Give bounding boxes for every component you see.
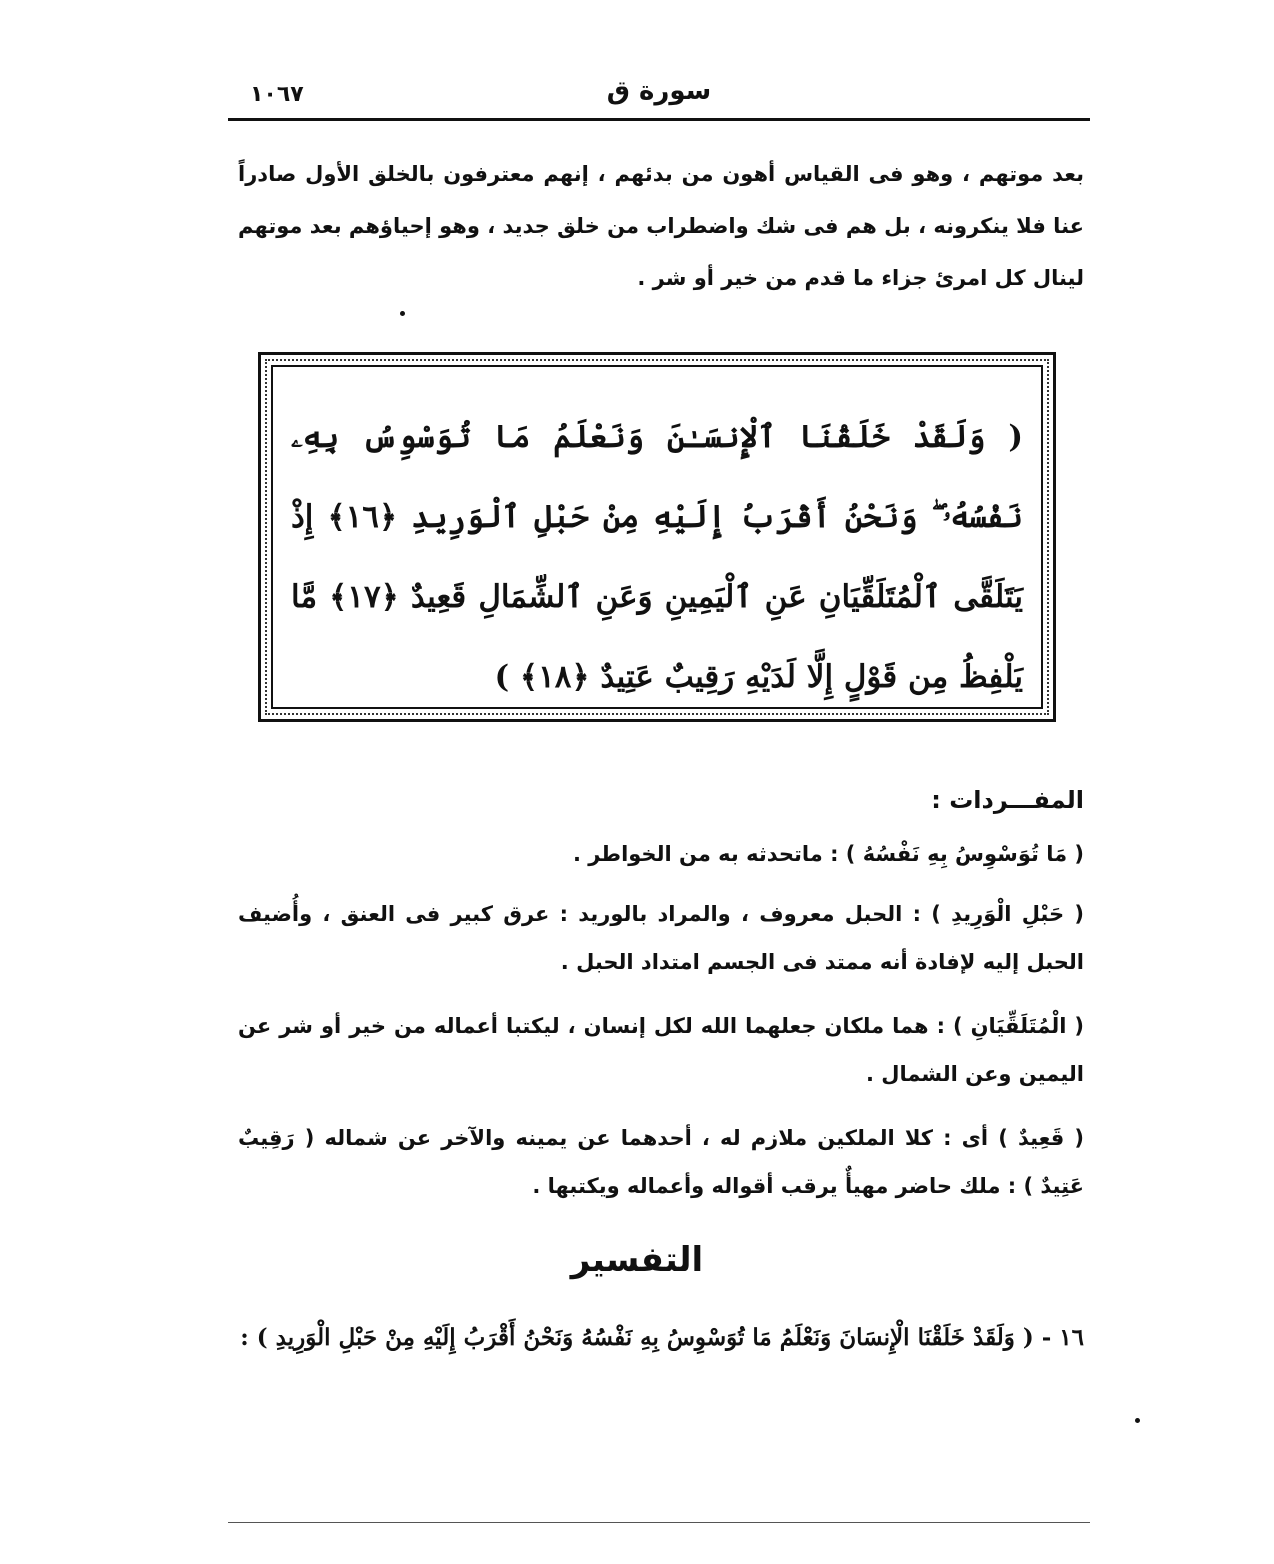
verse-box bbox=[258, 352, 1056, 722]
intro-paragraph: بعد موتهم ، وهو فى القياس أهون من بدئهم ، إنهم معترفون بالخلق الأول صادراً عنا فلا ينكرونه ، بل هم فى شك واضطراب من خلق جديد ، وهو إحياؤهم بعد موتهم لينال كل امرئ جزاء ما قدم من خير أو شر . bbox=[238, 162, 1084, 290]
vocabulary-item: ( قَعِيدٌ ) أى : كلا الملكين ملازم له ، أحدهما عن يمينه والآخر عن شماله ( رَقِيبٌ عَتِيدٌ ) : ملك حاضر مهيأٌ يرقب أقواله وأعماله ويكتبها . bbox=[238, 1126, 1084, 1198]
footer-divider bbox=[228, 1522, 1090, 1523]
page-header bbox=[228, 70, 1090, 120]
vocabulary-list bbox=[238, 830, 1084, 1226]
print-speck bbox=[1135, 1418, 1140, 1423]
vocabulary-item: ( حَبْلِ الْوَرِيدِ ) : الحبل معروف ، والمراد بالوريد : عرق كبير فى العنق ، وأُضيف الحبل إليه لإفادة أنه ممتد فى الجسم امتداد الحبل . bbox=[238, 902, 1084, 974]
vocabulary-item: ( مَا تُوَسْوِسُ بِهِ نَفْسُهُ ) : ماتحدثه به من الخواطر . bbox=[572, 842, 1084, 866]
vocabulary-heading: المفـــردات : bbox=[931, 786, 1084, 814]
tafsir-paragraph: ١٦ - ( وَلَقَدْ خَلَقْنَا الْإِنسَانَ وَنَعْلَمُ مَا تُوَسْوِسُ بِهِ نَفْسُهُ وَنَحْنُ أَقْرَبُ إِلَيْهِ مِنْ حَبْلِ الْوَرِيدِ ) : bbox=[240, 1324, 1084, 1351]
verse-text: ( وَلَقَدْ خَلَقْنَا ٱلْإِنسَـٰنَ وَنَعْلَمُ مَا تُوَسْوِسُ بِهِۦ نَفْسُهُۥ ۖ وَنَحْنُ أَقْرَبُ إِلَيْهِ مِنْ حَبْلِ ٱلْوَرِيدِ ﴿١٦﴾ إِذْ يَتَلَقَّى ٱلْمُتَلَقِّيَانِ عَنِ ٱلْيَمِينِ وَعَنِ ٱلشِّمَالِ قَعِيدٌ ﴿١٧﴾ مَّا يَلْفِظُ مِن قَوْلٍ إِلَّا لَدَيْهِ رَقِيبٌ عَتِيدٌ ﴿١٨﴾ ) bbox=[291, 419, 1023, 695]
print-speck bbox=[400, 311, 405, 316]
page-number: ١٠٦٧ bbox=[250, 82, 304, 107]
vocabulary-item: ( الْمُتَلَقِّيَانِ ) : هما ملكان جعلهما الله لكل إنسان ، ليكتبا أعماله من خير أو شر عن اليمين وعن الشمال . bbox=[238, 1014, 1084, 1086]
tafsir-heading: التفسير bbox=[570, 1240, 704, 1280]
page-title: سورة ق bbox=[606, 76, 712, 106]
header-divider bbox=[228, 118, 1090, 121]
